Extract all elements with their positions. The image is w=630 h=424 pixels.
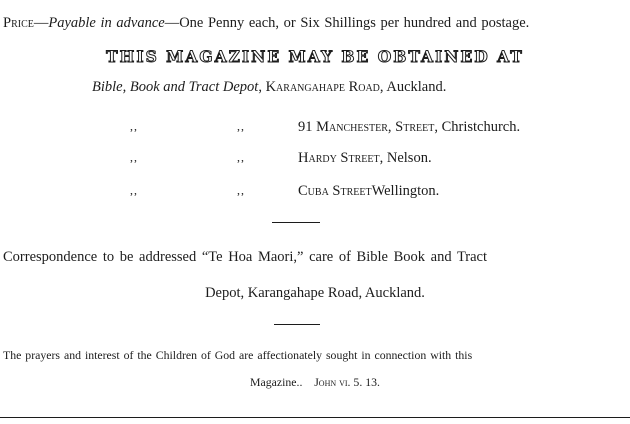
prayers-line-2 (0, 375, 630, 390)
divider (272, 222, 320, 223)
price-dash-2: — (164, 15, 180, 31)
scripture-reference: John vi. 5. 13. (314, 375, 380, 389)
depot-city: , Auckland. (379, 79, 447, 95)
depot-street: Hardy Street (298, 150, 380, 166)
divider (274, 324, 320, 325)
ditto-mark: ,, (237, 150, 245, 164)
price-dash: — (33, 15, 49, 31)
depot-city: , Christchurch. (434, 119, 521, 135)
price-line (3, 15, 529, 32)
depot-name: Bible, Book and Tract Depot (92, 79, 259, 95)
ditto-mark: ,, (130, 183, 138, 197)
ditto-mark: ,, (237, 119, 245, 133)
prayers-line-1: The prayers and interest of the Children of God are affectionately sought in connection with this (3, 348, 473, 362)
depot-nelson (298, 150, 432, 167)
depot-sep: , (258, 79, 266, 95)
price-text: One Penny each, or Six Shillings per hundred and postage. (179, 15, 530, 31)
correspondence-line-2: Depot, Karangahape Road, Auckland. (205, 285, 425, 301)
correspondence-line-1: Correspondence to be addressed “Te Hoa Maori,” care of Bible Book and Tract (3, 249, 488, 265)
ditto-mark: ,, (130, 150, 138, 164)
headline: THIS MAGAZINE MAY BE OBTAINED AT (106, 47, 524, 66)
depot-street: 91 Manchester, Street (298, 119, 435, 135)
payable-note: Payable in advance (48, 15, 165, 31)
depot-auckland (92, 79, 446, 96)
depot-city: Wellington. (371, 183, 440, 199)
depot-street: Cuba Street (298, 183, 372, 199)
prayers-text: Magazine.. (250, 375, 303, 389)
ditto-mark: ,, (130, 119, 138, 133)
depot-christchurch (298, 119, 520, 136)
bottom-rule (0, 417, 630, 418)
price-label: Price (3, 15, 34, 31)
ditto-mark: ,, (237, 183, 245, 197)
depot-city: , Nelson. (379, 150, 432, 166)
depot-wellington (298, 183, 439, 200)
depot-street: Karangahape Road (265, 79, 380, 95)
